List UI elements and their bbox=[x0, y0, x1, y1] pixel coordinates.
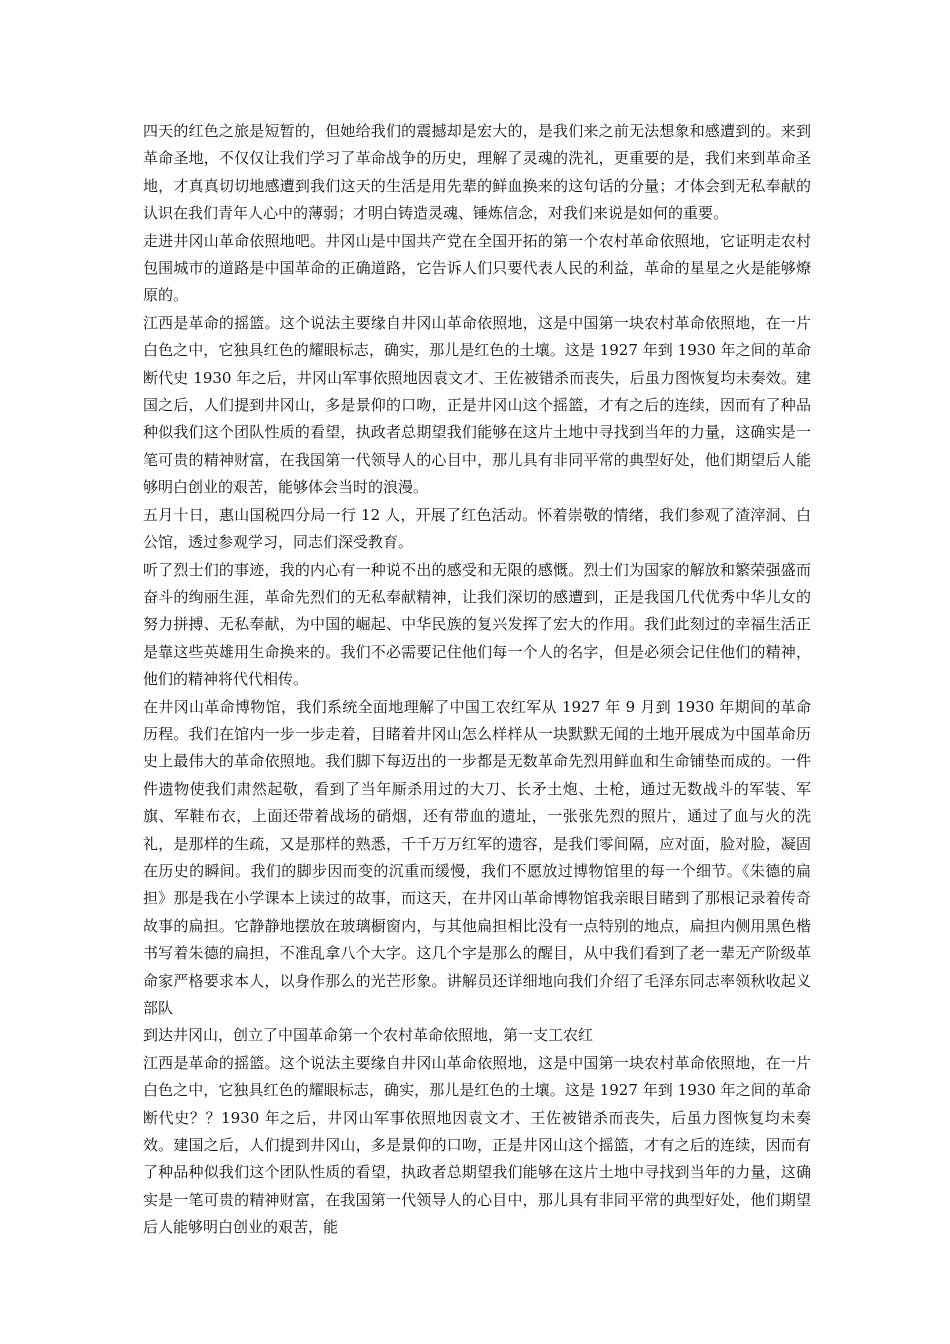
paragraph-may-tenth-visit: 五月十日，惠山国税四分局一行 12 人，开展了红色活动。怀着崇敬的情绪，我们参观了渣滓洞、白公馆，透过参观学习，同志们深受教育。 bbox=[143, 505, 811, 552]
paragraph-arrival-jinggangshan: 到达井冈山，创立了中国革命第一个农村革命依照地，第一支工农红 bbox=[143, 1026, 594, 1045]
paragraph-martyrs-deeds: 听了烈士们的事迹，我的内心有一种说不出的感受和无限的感慨。烈士们为国家的解放和繁荣强盛而奋斗的绚丽生涯，革命先烈们的无私奉献精神，让我们深切的感遭到，正是我国几代优秀中华儿女的努力拼搏、无私奉献，为中国的崛起、中华民族的复兴发挥了宏大的作用。我们此刻过的幸福生活正是靠这些英雄用生命换来的。我们不必需要记住他们每一个人的名字，但是必须会记住他们的精神，他们的精神将代代相传。 bbox=[143, 560, 811, 689]
paragraph-jinggangshan-base: 走进井冈山革命依照地吧。井冈山是中国共产党在全国开拓的第一个农村革命依照地，它证明走农村包围城市的道路是中国革命的正确道路，它告诉人们只要代表人民的利益，革命的星星之火是能够燎原的。 bbox=[143, 231, 811, 305]
paragraph-red-tour-impact: 四天的红色之旅是短暂的，但她给我们的震撼却是宏大的，是我们来之前无法想象和感遭到的。来到革命圣地，不仅仅让我们学习了革命战争的历史，理解了灵魂的洗礼，更重要的是，我们来到革命圣地，才真真切切地感遭到我们这天的生活是用先辈的鲜血换来的这句话的分量；才体会到无私奉献的认识在我们青年人心中的薄弱；才明白铸造灵魂、锤炼信念，对我们来说是如何的重要。 bbox=[143, 122, 811, 223]
document-body bbox=[143, 118, 811, 1242]
paragraph-museum-visit: 在井冈山革命博物馆，我们系统全面地理解了中国工农红军从 1927 年 9 月到 1930 年期间的革命历程。我们在馆内一步一步走着，目睹着井冈山怎么样样从一块默默无闻的土地开展成为中国革命历史上最伟大的革命依照地。我们脚下每迈出的一步都是无数革命先烈用鲜血和生命铺垫而成的。一件件遗物使我们肃然起敬，看到了当年厮杀用过的大刀、长矛土炮、土枪，通过无数战斗的军装、军旗、军鞋布衣，上面还带着战场的硝烟，还有带血的遗址，一张张先烈的照片，通过了血与火的洗礼，是那样的生疏，又是那样的熟悉，千千万万红军的遗容，是我们零间隔，应对面，脸对脸，凝固在历史的瞬间。我们的脚步因而变的沉重而缓慢，我们不愿放过博物馆里的每一个细节。《朱德的扁担》那是我在小学课本上读过的故事，而这天，在井冈山革命博物馆我亲眼目睹到了那根记录着传奇故事的扁担。它静静地摆放在玻璃橱窗内，与其他扁担相比没有一点特别的地点，扁担内侧用黑色楷书写着朱德的扁担，不准乱拿八个大字。这几个字是那么的醒目，从中我们看到了老一辈无产阶级革命家严格要求本人，以身作那么的光芒形象。讲解员还详细地向我们介绍了毛泽东同志率领秋收起义部队 bbox=[143, 697, 811, 1017]
paragraph-jiangxi-cradle-repeat: 江西是革命的摇篮。这个说法主要缘自井冈山革命依照地，这是中国第一块农村革命依照地，在一片白色之中，它独具红色的耀眼标志，确实，那儿是红色的土壤。这是 1927 年到 1930 年之间的革命断代史？？1930 年之后，井冈山军事依照地因袁文才、王佐被错杀而丧失，后虽力图恢复均未奏效。建国之后，人们提到井冈山，多是景仰的口吻，正是井冈山这个摇篮，才有之后的连续，因而有了种品种似我们这个团队性质的看望，执政者总期望我们能够在这片土地中寻找到当年的力量，这确实是一笔可贵的精神财富，在我国第一代领导人的心目中，那儿具有非同平常的典型好处，他们期望后人能够明白创业的艰苦，能 bbox=[143, 1053, 811, 1237]
paragraph-jiangxi-cradle: 江西是革命的摇篮。这个说法主要缘自井冈山革命依照地，这是中国第一块农村革命依照地，在一片白色之中，它独具红色的耀眼标志，确实，那儿是红色的土壤。这是 1927 年到 1930 年之间的革命断代史 1930 年之后，井冈山军事依照地因袁文才、王佐被错杀而丧失，后虽力图恢复均未奏效。建国之后，人们提到井冈山，多是景仰的口吻，正是井冈山这个摇篮，才有之后的连续，因而有了种品种似我们这个团队性质的看望，执政者总期望我们能够在这片土地中寻找到当年的力量，这确实是一笔可贵的精神财富，在我国第一代领导人的心目中，那儿具有非同平常的典型好处，他们期望后人能够明白创业的艰苦，能够体会当时的浪漫。 bbox=[143, 313, 811, 497]
